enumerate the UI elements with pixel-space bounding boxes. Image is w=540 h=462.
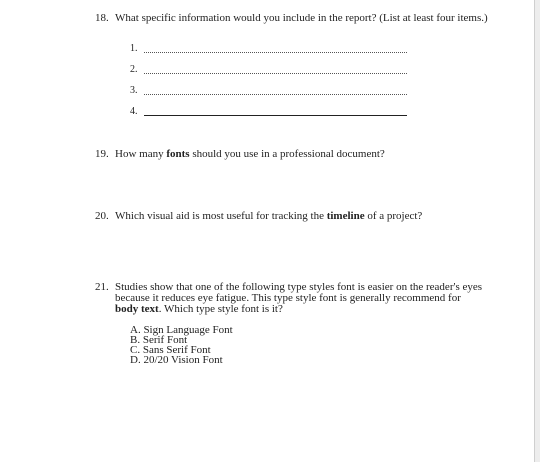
blank-number: 2. xyxy=(130,64,138,75)
answer-blank-2[interactable] xyxy=(130,65,144,77)
blank-number: 4. xyxy=(130,106,138,117)
question-number: 21. xyxy=(95,281,109,293)
question-bold-term: body text xyxy=(115,303,159,315)
question-text-line xyxy=(115,304,485,315)
question-bold-term: timeline xyxy=(326,210,365,222)
answer-line xyxy=(144,115,407,116)
option-a[interactable]: A. Sign Language Font xyxy=(130,324,233,336)
question-number: 20. xyxy=(95,210,109,222)
answer-blank-3[interactable] xyxy=(130,86,144,98)
question-number: 19. xyxy=(95,148,109,160)
question-text: How many xyxy=(115,148,167,160)
question-text: should you use in a professional document? xyxy=(189,148,385,160)
question-number: 18. xyxy=(95,12,109,24)
question-text-block xyxy=(115,282,485,315)
answer-line xyxy=(144,73,407,74)
blank-number: 3. xyxy=(130,85,138,96)
question-text: of a project? xyxy=(364,210,423,222)
scrollbar-edge[interactable] xyxy=(534,0,540,462)
question-19 xyxy=(95,149,385,160)
question-text-line: because it reduces eye fatigue. This type style font is generally recommend for xyxy=(115,292,461,304)
answer-options xyxy=(130,325,233,365)
question-text: . Which type style font is it? xyxy=(158,303,283,315)
option-b[interactable]: B. Serif Font xyxy=(130,334,188,346)
question-20 xyxy=(95,211,422,222)
answer-blank-4[interactable] xyxy=(130,107,144,119)
question-bold-term: fonts xyxy=(166,148,190,160)
blank-number: 1. xyxy=(130,43,138,54)
option-d[interactable]: D. 20/20 Vision Font xyxy=(130,354,223,366)
option-c[interactable]: C. Sans Serif Font xyxy=(130,344,211,356)
question-text-line: Studies show that one of the following type styles font is easier on the reader's eyes xyxy=(115,281,483,293)
question-text: What specific information would you include in the report? (List at least four items.) xyxy=(115,12,488,24)
answer-line xyxy=(144,52,407,53)
question-text: Which visual aid is most useful for tracking the xyxy=(115,210,327,222)
question-18 xyxy=(95,13,488,24)
answer-blank-1[interactable] xyxy=(130,44,144,56)
answer-line xyxy=(144,94,407,95)
